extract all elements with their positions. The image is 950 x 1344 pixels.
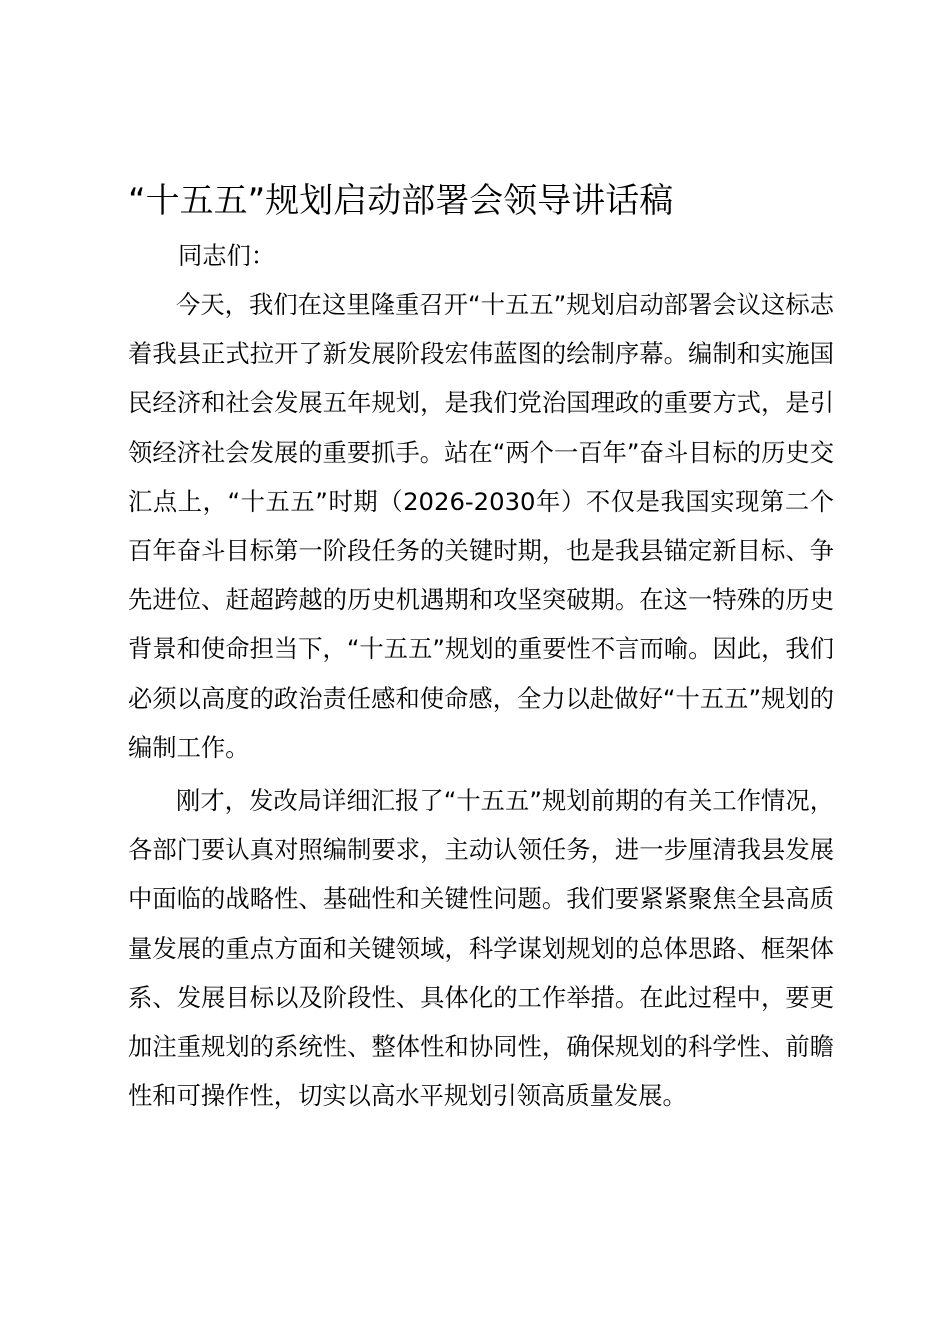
paragraph-1: 今天，我们在这里隆重召开“十五五”规划启动部署会议这标志着我县正式拉开了新发展阶段宏伟蓝图的绘制序幕。编制和实施国民经济和社会发展五年规划，是我们党治国理政的重要方式，是引领经济社会发展的重要抓手。站在“两个一百年”奋斗目标的历史交汇点上，“十五五”时期（2026-2030年）不仅是我国实现第二个百年奋斗目标第一阶段任务的关键时期，也是我县锚定新目标、争先进位、赶超跨越的历史机遇期和攻坚突破期。在这一特殊的历史背景和使命担当下，“十五五”规划的重要性不言而喻。因此，我们必须以高度的政治责任感和使命感，全力以赴做好“十五五”规划的编制工作。 xyxy=(128,290,834,762)
paragraph-2: 刚才，发改局详细汇报了“十五五”规划前期的有关工作情况，各部门要认真对照编制要求，主动认领任务，进一步厘清我县发展中面临的战略性、基础性和关键性问题。我们要紧紧聚焦全县高质量发展的重点方面和关键领域，科学谋划规划的总体思路、框架体系、发展目标以及阶段性、具体化的工作举措。在此过程中，要更加注重规划的系统性、整体性和协同性，确保规划的科学性、前瞻性和可操作性，切实以高水平规划引领高质量发展。 xyxy=(128,786,834,1111)
salutation: 同志们： xyxy=(178,241,276,270)
document-title: “十五五”规划启动部署会领导讲话稿 xyxy=(128,181,674,221)
